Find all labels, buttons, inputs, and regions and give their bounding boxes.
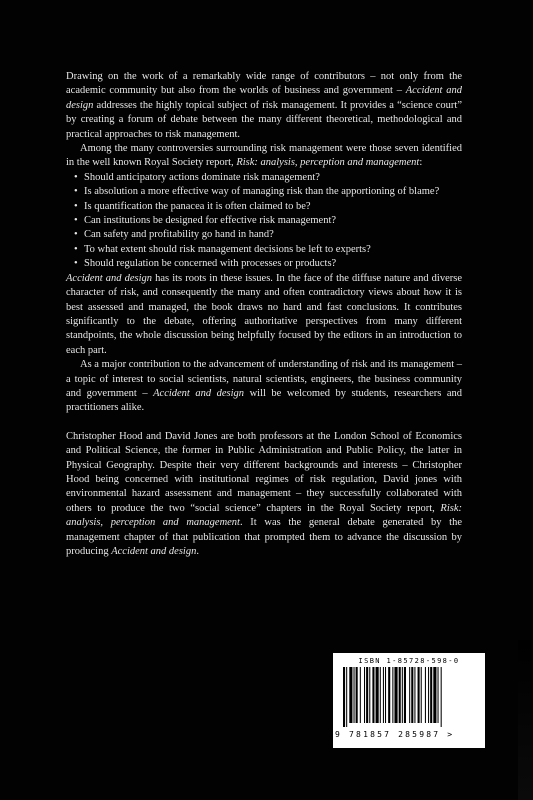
barcode-bar — [354, 667, 355, 723]
barcode-bar — [441, 667, 442, 727]
barcode-bar — [369, 667, 370, 723]
barcode-bar — [343, 667, 345, 727]
blurb-paragraph-3: Accident and design has its roots in these issues. In the face of the diffuse nature and diverse character of risk, and consequently the many and often contradictory views about how it is best assessed and managed, the book draws no hard and fast conclusions. It contributes significantly to the debate, offering authoritative perspectives from many different standpoints, the whole discussion being helpfully focused by the editors in an introduction to each part. — [66, 272, 462, 356]
barcode-bar — [421, 667, 422, 723]
barcode-bar — [428, 667, 429, 723]
barcode-bar — [383, 667, 384, 723]
list-item: • Can institutions be designed for effective risk management? — [66, 214, 462, 228]
section-gap — [66, 416, 462, 430]
barcode-bar — [364, 667, 365, 723]
barcode-bar — [394, 667, 397, 723]
list-item: • Should anticipatory actions dominate risk management? — [66, 171, 462, 185]
barcode-panel — [333, 653, 485, 748]
barcode-bar — [349, 667, 352, 723]
barcode-bar — [425, 667, 426, 723]
barcode-bar — [380, 667, 381, 723]
barcode-bar — [399, 667, 401, 723]
blurb-paragraph-2: Among the many controversies surrounding risk management were those seven identified in the well known Royal Society report, Risk: analysis, perception and management: — [66, 143, 462, 169]
edge-shadow — [518, 640, 533, 800]
barcode-bar — [404, 667, 406, 723]
blurb-paragraph-1: Drawing on the work of a remarkably wide range of contributors – not only from the academic community but also from the worlds of business and government – Accident and design addresses the highly topical subject of risk management. It provides a “science court” by creating a forum of debate between the many different theoretical, methodological and practical approaches to risk management. — [66, 71, 462, 140]
barcode-bar — [409, 667, 410, 723]
barcode-bar — [356, 667, 358, 723]
barcode-bar — [372, 667, 374, 723]
barcode-bars — [343, 667, 475, 727]
isbn-label: ISBN 1-85728-598-0 — [358, 657, 460, 665]
author-paragraph: Christopher Hood and David Jones are both professors at the London School of Economics and Political Science, the former in Public Administration and Public Policy, the latter in Physical Geography. Despite their very different backgrounds and interests – Christopher Hood being concerned with institutional regimes of risk regulation, David jones with environmental hazard assessment and management – they successfully collaborated with others to produce the two “social science” chapters in the Royal Society report, Risk: analysis, perception and management. It was the general debate generated by the management chapter of that publication that prompted them to advance the discussion by producing Accident and design. — [66, 430, 462, 557]
controversy-list — [66, 171, 462, 272]
list-item: • To what extent should risk management decisions be left to experts? — [66, 243, 462, 257]
cover-text — [66, 70, 462, 559]
barcode-bar — [418, 667, 420, 723]
list-item: • Is quantification the panacea it is often claimed to be? — [66, 200, 462, 214]
barcode-bar — [376, 667, 379, 723]
barcode-bar — [360, 667, 361, 723]
barcode-bar — [366, 667, 368, 723]
barcode-bar — [433, 667, 436, 723]
barcode-digits: 9 781857 285987 > — [335, 730, 455, 739]
barcode-bar — [438, 667, 439, 723]
blurb-paragraph-4: As a major contribution to the advancement of understanding of risk and its management – a topic of interest to social scientists, natural scientists, engineers, the business community and government – Accident and design will be welcomed by students, researchers and practitioners alike. — [66, 359, 463, 414]
barcode-bar — [411, 667, 413, 723]
barcode-bar — [430, 667, 432, 723]
barcode-bar — [402, 667, 403, 723]
barcode-bar — [385, 667, 386, 723]
barcode-bar — [392, 667, 393, 723]
list-item: • Can safety and profitability go hand in hand? — [66, 228, 462, 242]
barcode-bar — [414, 667, 415, 723]
list-item: • Should regulation be concerned with processes or products? — [66, 257, 462, 271]
list-item: • Is absolution a more effective way of managing risk than the apportioning of blame? — [66, 185, 462, 199]
barcode-bar — [346, 667, 347, 727]
barcode-bar — [388, 667, 390, 723]
